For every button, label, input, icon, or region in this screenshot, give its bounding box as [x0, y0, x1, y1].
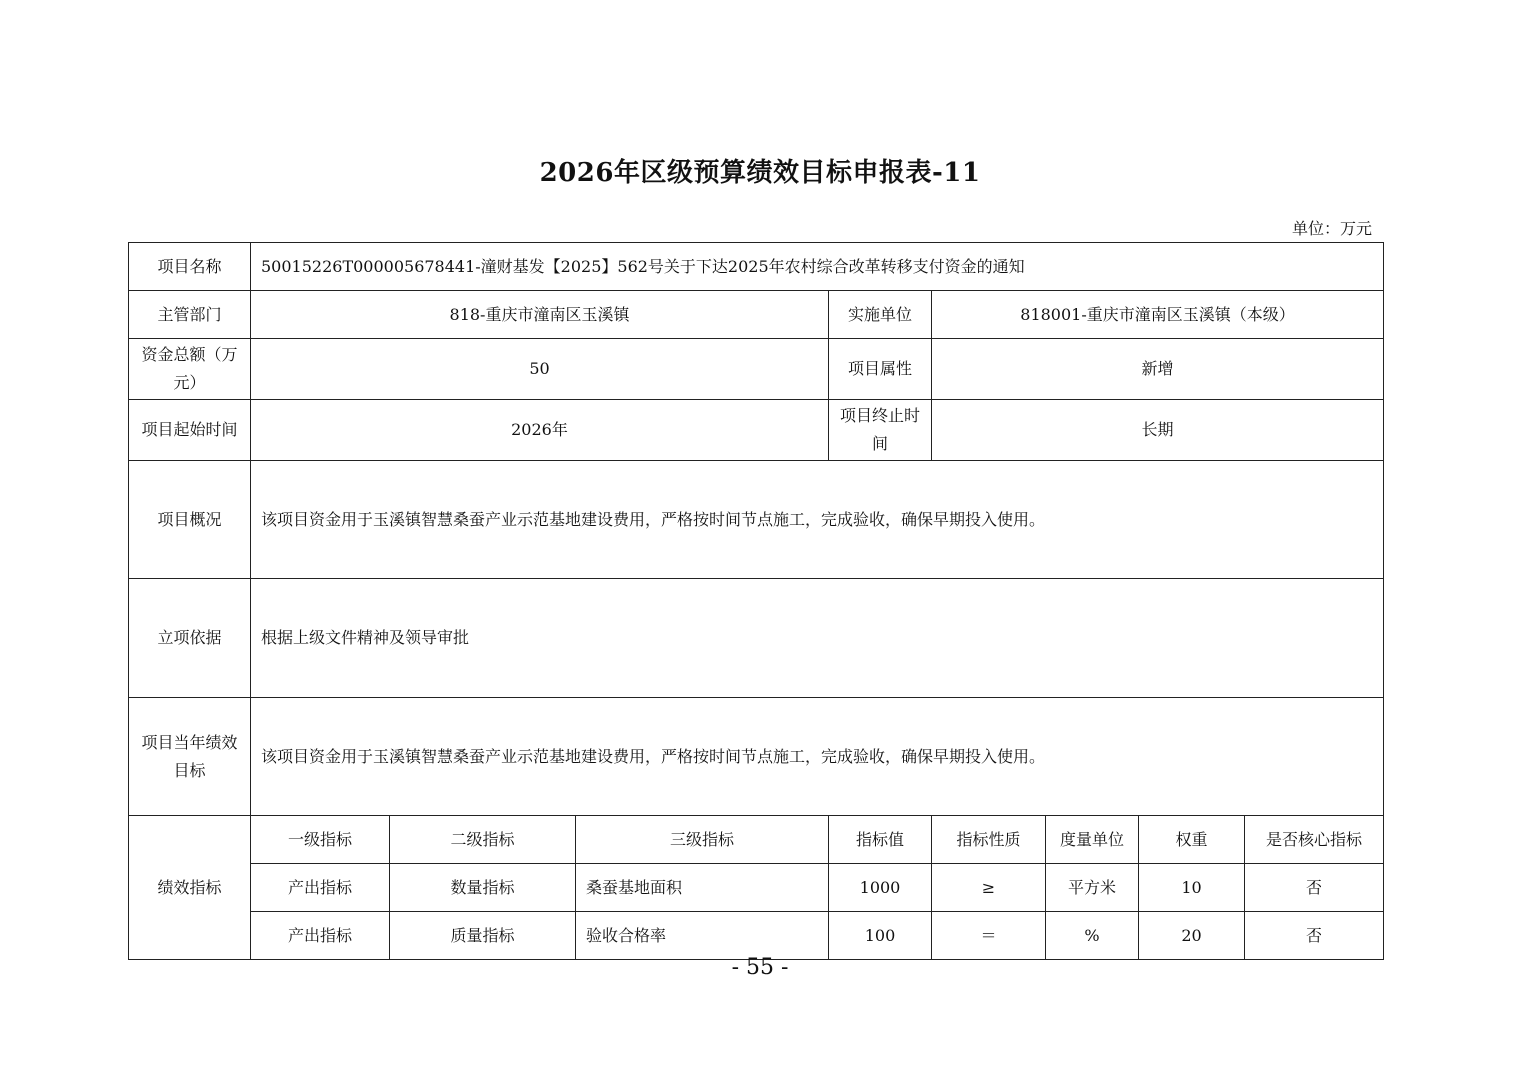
row-project-name: [129, 243, 1384, 291]
start-time-label: 项目起始时间: [129, 400, 251, 461]
department-label: 主管部门: [129, 291, 251, 339]
basis-label: 立项依据: [129, 579, 251, 698]
header-cell: 度量单位: [1046, 816, 1139, 864]
start-time-value: 2026年: [251, 400, 829, 461]
table-cell: 20: [1139, 912, 1245, 960]
row-goal: [129, 698, 1384, 816]
budget-form-table: [128, 242, 1384, 960]
project-name-value: 50015226T000005678441-潼财基发【2025】562号关于下达2025年农村综合改革转移支付资金的通知: [251, 243, 1384, 291]
table-cell: 否: [1245, 912, 1384, 960]
header-cell: 是否核心指标: [1245, 816, 1384, 864]
end-time-label: 项目终止时间: [829, 400, 932, 461]
table-cell: 100: [829, 912, 932, 960]
indicators-label: 绩效指标: [129, 816, 251, 960]
header-cell: 一级指标: [251, 816, 390, 864]
indicator-header-row: [129, 816, 1384, 864]
row-basis: [129, 579, 1384, 698]
table-cell: ≥: [932, 864, 1046, 912]
total-funds-value: 50: [251, 339, 829, 400]
header-cell: 指标性质: [932, 816, 1046, 864]
attribute-label: 项目属性: [829, 339, 932, 400]
table-cell: 桑蚕基地面积: [576, 864, 829, 912]
page-number: - 55 -: [731, 955, 789, 980]
goal-label: 项目当年绩效目标: [129, 698, 251, 816]
row-time: [129, 400, 1384, 461]
header-cell: 三级指标: [576, 816, 829, 864]
table-cell: 10: [1139, 864, 1245, 912]
implementer-value: 818001-重庆市潼南区玉溪镇（本级）: [932, 291, 1384, 339]
table-cell: 平方米: [1046, 864, 1139, 912]
table-cell: 数量指标: [390, 864, 576, 912]
row-department: [129, 291, 1384, 339]
table-cell: 1000: [829, 864, 932, 912]
project-name-label: 项目名称: [129, 243, 251, 291]
table-cell: ＝: [932, 912, 1046, 960]
basis-value: 根据上级文件精神及领导审批: [251, 579, 1384, 698]
table-cell: 否: [1245, 864, 1384, 912]
table-cell: 产出指标: [251, 912, 390, 960]
table-cell: 质量指标: [390, 912, 576, 960]
total-funds-label: 资金总额（万元）: [129, 339, 251, 400]
table-row: [129, 912, 1384, 960]
page-title: 2026年区级预算绩效目标申报表-11: [539, 158, 981, 188]
header-cell: 二级指标: [390, 816, 576, 864]
end-time-value: 长期: [932, 400, 1384, 461]
row-overview: [129, 461, 1384, 579]
unit-label: 单位：万元: [1291, 219, 1372, 238]
header-cell: 指标值: [829, 816, 932, 864]
goal-value: 该项目资金用于玉溪镇智慧桑蚕产业示范基地建设费用，严格按时间节点施工，完成验收，确保早期投入使用。: [251, 698, 1384, 816]
overview-value: 该项目资金用于玉溪镇智慧桑蚕产业示范基地建设费用，严格按时间节点施工，完成验收，确保早期投入使用。: [251, 461, 1384, 579]
table-cell: 验收合格率: [576, 912, 829, 960]
attribute-value: 新增: [932, 339, 1384, 400]
row-funds: [129, 339, 1384, 400]
implementer-label: 实施单位: [829, 291, 932, 339]
table-cell: %: [1046, 912, 1139, 960]
table-cell: 产出指标: [251, 864, 390, 912]
overview-label: 项目概况: [129, 461, 251, 579]
header-cell: 权重: [1139, 816, 1245, 864]
department-value: 818-重庆市潼南区玉溪镇: [251, 291, 829, 339]
table-row: [129, 864, 1384, 912]
